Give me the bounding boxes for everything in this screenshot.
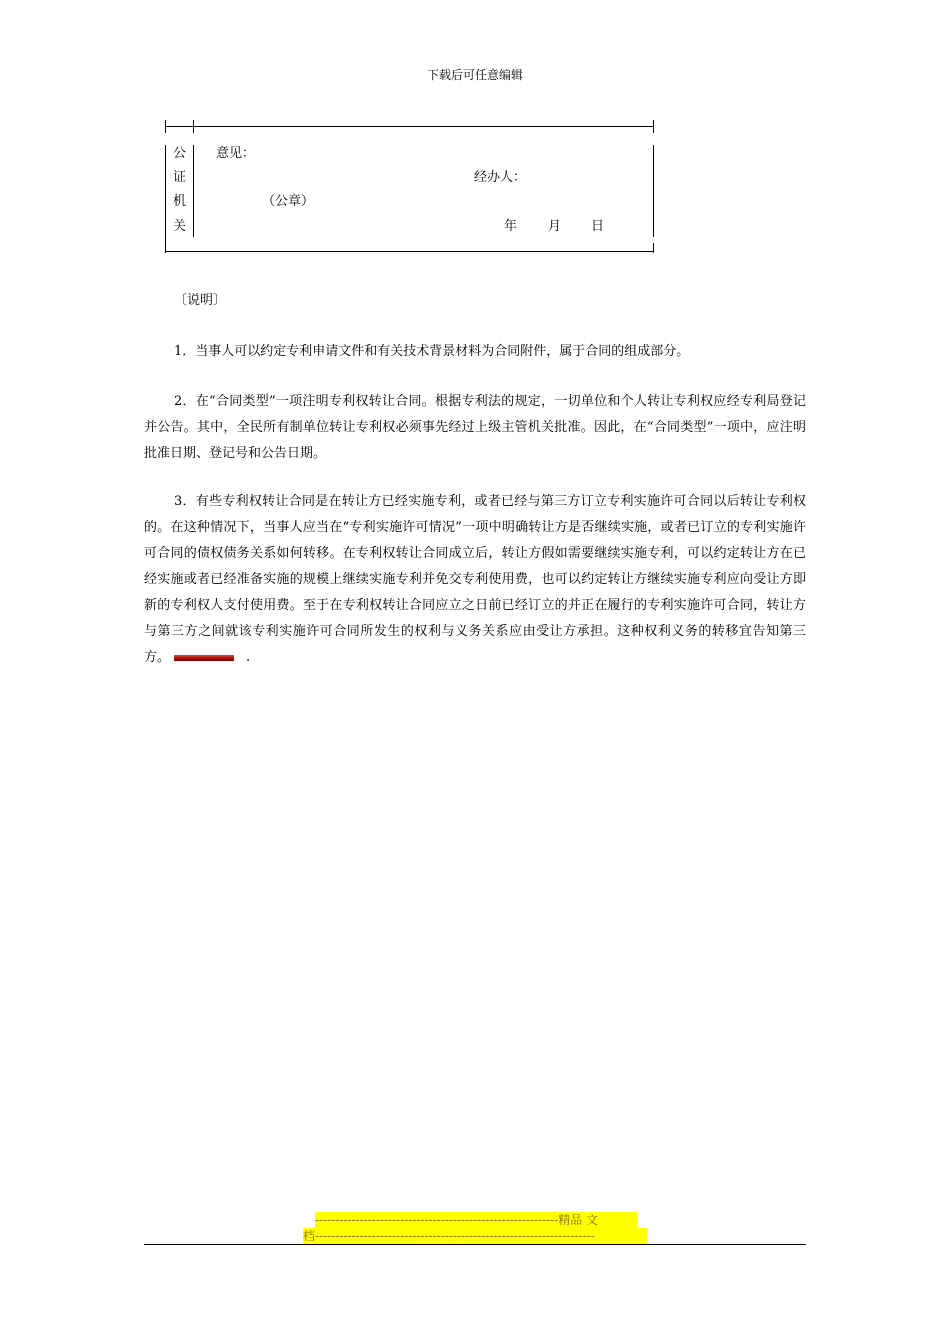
notes-heading-text: 〔说明〕: [174, 293, 227, 308]
note-item-1: 1．当事人可以约定专利申请文件和有关技术背景材料为合同附件，属于合同的组成部分。: [174, 344, 690, 359]
form-right-tick-top: [653, 120, 654, 133]
side-char: 关: [173, 219, 187, 234]
note-item-3: [144, 489, 806, 671]
form-bottom-border: [165, 251, 654, 252]
note-item-3-text: 3．有些专利权转让合同是在转让方已经实施专利，或者已经与第三方订立专利实施许可合同以后转让专利权的。在这种情况下，当事人应当在“专利实施许可情况”一项中明确转让方是否继续实施，或者已订立的专利实施许可合同的债权债务关系如何转移。在专利权转让合同成立后，转让方假如需要继续实施专利，可以约定转让方在已经实施或者已经准备实施的规模上继续实施专利并免交专利使用费，也可以约定转让方继续实施专利应向受让方即新的专利权人支付使用费。至于在专利权转让合同应立之日前已经订立的并正在履行的专利实施许可合同，转让方与第三方之间就该专利实施许可合同所发生的权利与义务关系应由受让方承担。这种权利义务的转移宜告知第三方。: [144, 494, 806, 665]
form-left-border: [165, 145, 166, 253]
form-divider-tick: [193, 120, 194, 133]
form-left-tick-top: [165, 120, 166, 133]
form-top-border: [165, 126, 654, 127]
footer-line-1: ------------------------------------------------------------精品 文: [315, 1212, 637, 1228]
year-label: 年: [504, 219, 518, 234]
side-char: 证: [173, 170, 187, 185]
seal-label: （公章）: [262, 194, 315, 209]
form-right-border: [653, 145, 654, 237]
note-item-2: 2．在“合同类型”一项注明专利权转让合同。根据专利法的规定，一切单位和个人转让专利权应经专利局登记并公告。其中，全民所有制单位转让专利权必须事先经过上级主管机关批准。因此，在“合同类型”一项中，应注明批准日期、登记号和公告日期。: [144, 394, 806, 461]
day-label: 日: [591, 219, 605, 234]
side-char: 公: [173, 146, 187, 161]
notes-heading: [144, 288, 806, 314]
handler-label: 经办人：: [474, 170, 527, 185]
trailing-mark: .: [246, 650, 251, 665]
form-right-tick-bottom: [653, 243, 654, 253]
red-highlight-mark: [174, 655, 234, 661]
opinion-label: 意见：: [216, 146, 256, 161]
month-label: 月: [548, 219, 562, 234]
footer-line-2: 档---------------------------------------------------------------------: [303, 1228, 647, 1244]
form-divider: [193, 145, 194, 237]
page-header: 下载后可任意编辑: [426, 68, 523, 82]
footer-rule: [144, 1244, 806, 1245]
side-char: 机: [173, 194, 187, 209]
